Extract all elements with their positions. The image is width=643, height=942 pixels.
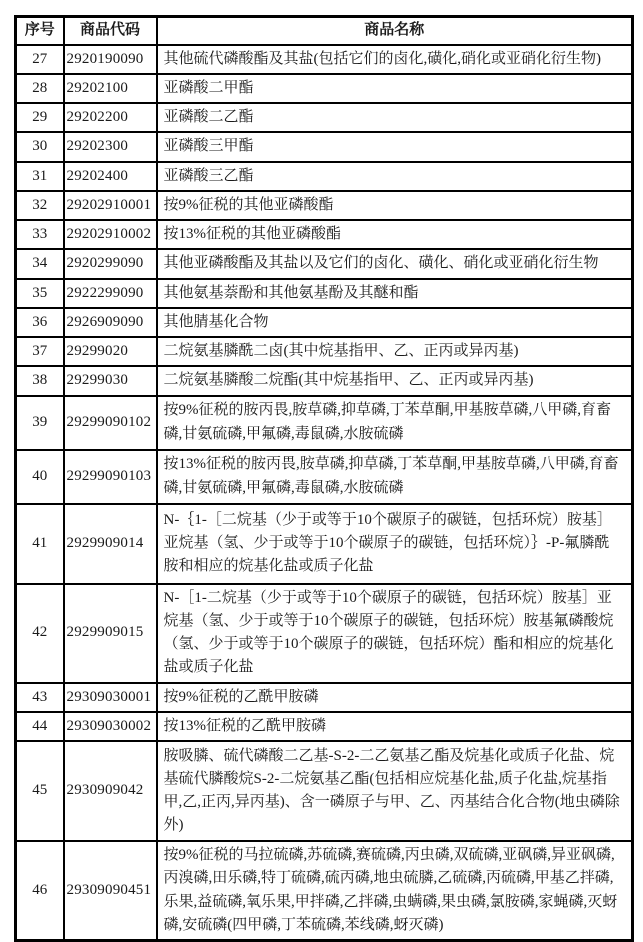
serial-cell: 36	[16, 308, 64, 337]
name-cell: 亚磷酸三乙酯	[157, 162, 633, 191]
name-cell: 二烷氨基膦酰二卤(其中烷基指甲、乙、正丙或异丙基)	[157, 337, 633, 366]
serial-cell: 27	[16, 45, 64, 74]
name-cell: 按9%征税的马拉硫磷,苏硫磷,赛硫磷,丙虫磷,双硫磷,亚砜磷,异亚砜磷,丙溴磷,田乐磷,特丁硫磷,硫丙磷,地虫硫膦,乙硫磷,丙硫磷,甲基乙拌磷,乐果,益硫磷,氧乐果,甲拌磷,乙拌磷,虫螨磷,果虫磷,氯胺磷,家蝇磷,灭蚜磷,安硫磷(四甲磷,丁苯硫磷,苯线磷,蚜灭磷)	[157, 841, 633, 941]
name-cell: 按13%征税的其他亚磷酸酯	[157, 220, 633, 249]
code-cell: 2920299090	[64, 249, 157, 278]
name-cell: 按9%征税的乙酰甲胺磷	[157, 683, 633, 712]
table-row	[16, 103, 633, 132]
code-cell: 29202200	[64, 103, 157, 132]
code-cell: 29309030002	[64, 712, 157, 741]
serial-cell: 40	[16, 450, 64, 504]
name-cell: 按9%征税的胺丙畏,胺草磷,抑草磷,丁苯草酮,甲基胺草磷,八甲磷,育畜磷,甘氨硫磷,甲氟磷,毒鼠磷,水胺硫磷	[157, 396, 633, 450]
table-row	[16, 450, 633, 504]
serial-cell: 39	[16, 396, 64, 450]
serial-cell: 38	[16, 366, 64, 395]
name-cell: 其他亚磷酸酯及其盐以及它们的卤化、磺化、硝化或亚硝化衍生物	[157, 249, 633, 278]
serial-cell: 41	[16, 504, 64, 584]
header-commodity-name: 商品名称	[157, 17, 633, 45]
name-cell: 其他氨基萘酚和其他氨基酚及其醚和酯	[157, 279, 633, 308]
code-cell: 29202400	[64, 162, 157, 191]
table-row	[16, 191, 633, 220]
code-cell: 29299090103	[64, 450, 157, 504]
code-cell: 29309090451	[64, 841, 157, 941]
code-cell: 2922299090	[64, 279, 157, 308]
code-cell: 2930909042	[64, 741, 157, 841]
table-row	[16, 279, 633, 308]
serial-cell: 30	[16, 132, 64, 161]
serial-cell: 37	[16, 337, 64, 366]
serial-cell: 45	[16, 741, 64, 841]
code-cell: 29202100	[64, 74, 157, 103]
code-cell: 2926909090	[64, 308, 157, 337]
table-header-row	[16, 17, 633, 45]
code-cell: 29299090102	[64, 396, 157, 450]
commodity-table	[14, 15, 634, 942]
name-cell: 亚磷酸二乙酯	[157, 103, 633, 132]
serial-cell: 28	[16, 74, 64, 103]
code-cell: 29202300	[64, 132, 157, 161]
serial-cell: 35	[16, 279, 64, 308]
table-row	[16, 337, 633, 366]
name-cell: 按13%征税的胺丙畏,胺草磷,抑草磷,丁苯草酮,甲基胺草磷,八甲磷,育畜磷,甘氨硫磷,甲氟磷,毒鼠磷,水胺硫磷	[157, 450, 633, 504]
table-row	[16, 162, 633, 191]
table-row	[16, 741, 633, 841]
table-row	[16, 74, 633, 103]
table-row	[16, 683, 633, 712]
code-cell: 2929909014	[64, 504, 157, 584]
table-row	[16, 504, 633, 584]
table-row	[16, 132, 633, 161]
header-commodity-code: 商品代码	[64, 17, 157, 45]
name-cell: 亚磷酸二甲酯	[157, 74, 633, 103]
name-cell: 胺吸膦、硫代磷酸二乙基-S-2-二乙氨基乙酯及烷基化或质子化盐、烷基硫代膦酸烷S-2-二烷氨基乙酯(包括相应烷基化盐,质子化盐,烷基指甲,乙,正丙,异丙基)、含一磷原子与甲、乙、丙基结合化合物(地虫磷除外)	[157, 741, 633, 841]
table-row	[16, 366, 633, 395]
table-body	[16, 45, 633, 941]
serial-cell: 46	[16, 841, 64, 941]
serial-cell: 32	[16, 191, 64, 220]
table-row	[16, 249, 633, 278]
code-cell: 2920190090	[64, 45, 157, 74]
name-cell: 亚磷酸三甲酯	[157, 132, 633, 161]
code-cell: 29309030001	[64, 683, 157, 712]
serial-cell: 42	[16, 584, 64, 683]
serial-cell: 34	[16, 249, 64, 278]
name-cell: 二烷氨基膦酸二烷酯(其中烷基指甲、乙、正丙或异丙基)	[157, 366, 633, 395]
table-row	[16, 396, 633, 450]
header-serial-number: 序号	[16, 17, 64, 45]
code-cell: 29202910001	[64, 191, 157, 220]
name-cell: N-｛1-［二烷基（少于或等于10个碳原子的碳链，包括环烷）胺基］亚烷基（氢、少于或等于10个碳原子的碳链，包括环烷）｝-P-氟膦酰胺和相应的烷基化盐或质子化盐	[157, 504, 633, 584]
table-row	[16, 220, 633, 249]
name-cell: 其他腈基化合物	[157, 308, 633, 337]
table-row	[16, 584, 633, 683]
name-cell: 按9%征税的其他亚磷酸酯	[157, 191, 633, 220]
code-cell: 29202910002	[64, 220, 157, 249]
table-row	[16, 712, 633, 741]
name-cell: 按13%征税的乙酰甲胺磷	[157, 712, 633, 741]
serial-cell: 29	[16, 103, 64, 132]
table-header	[16, 17, 633, 45]
serial-cell: 43	[16, 683, 64, 712]
code-cell: 29299020	[64, 337, 157, 366]
serial-cell: 33	[16, 220, 64, 249]
table-row	[16, 841, 633, 941]
code-cell: 29299030	[64, 366, 157, 395]
name-cell: N-［1-二烷基（少于或等于10个碳原子的碳链，包括环烷）胺基］亚烷基（氢、少于或等于10个碳原子的碳链，包括环烷）胺基氟磷酸烷（氢、少于或等于10个碳原子的碳链，包括环烷）酯和相应的烷基化盐或质子化盐	[157, 584, 633, 683]
table-row	[16, 308, 633, 337]
table-row	[16, 45, 633, 74]
name-cell: 其他硫代磷酸酯及其盐(包括它们的卤化,磺化,硝化或亚硝化衍生物)	[157, 45, 633, 74]
serial-cell: 31	[16, 162, 64, 191]
code-cell: 2929909015	[64, 584, 157, 683]
serial-cell: 44	[16, 712, 64, 741]
